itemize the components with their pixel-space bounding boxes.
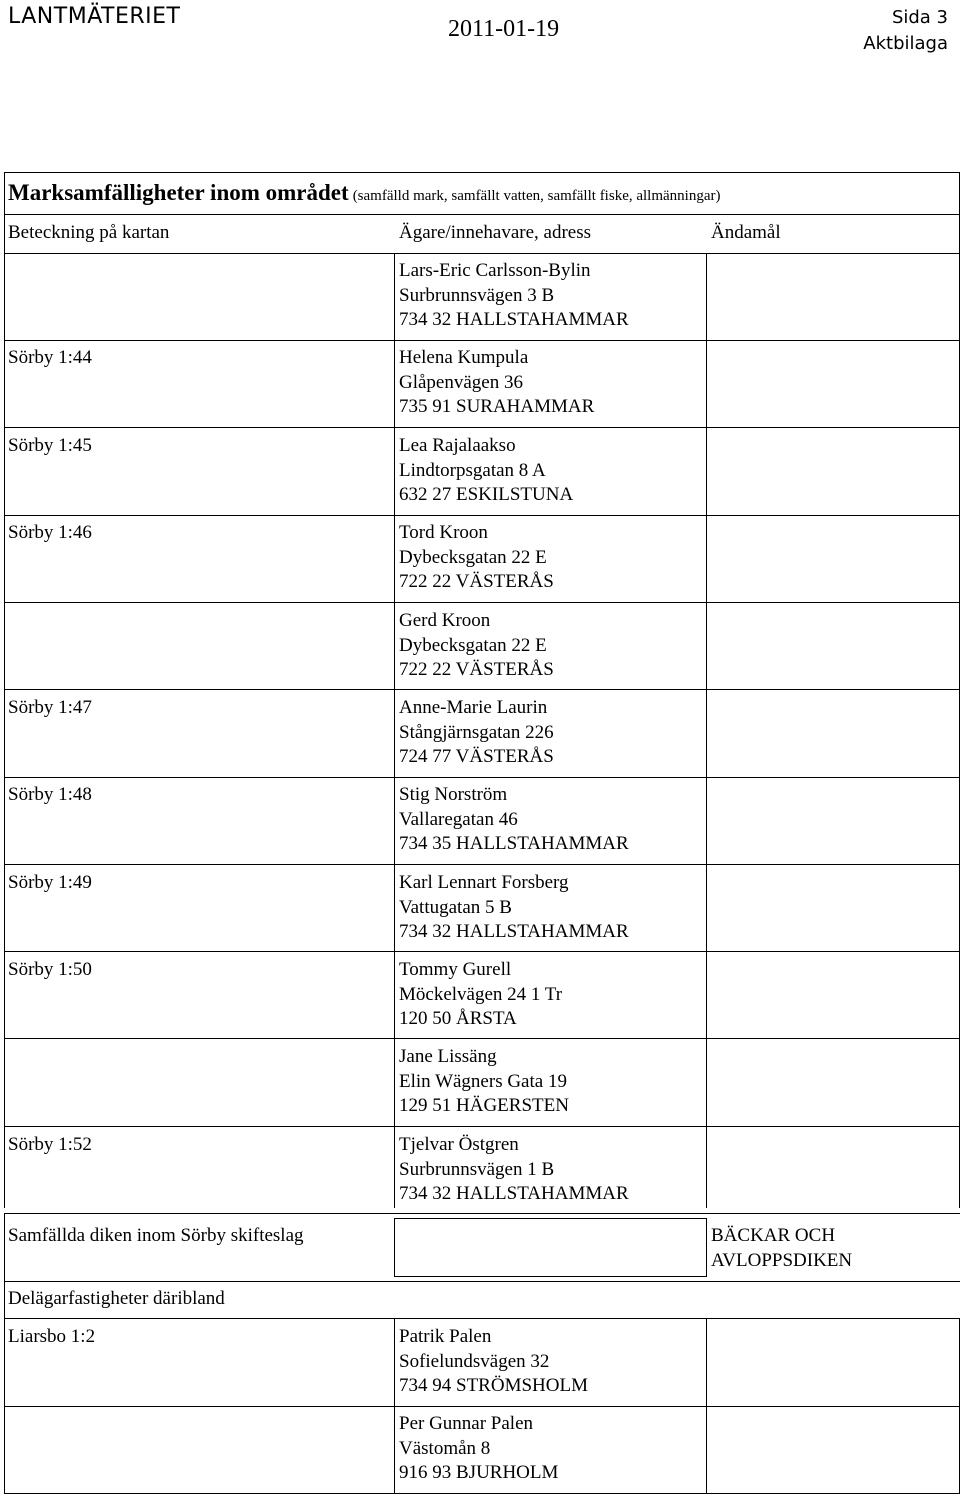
row-designation: Sörby 1:45: [8, 435, 92, 456]
owner-street: Sofielundsvägen 32: [399, 1350, 550, 1372]
row-designation: Sörby 1:46: [8, 522, 92, 543]
row-designation: Sörby 1:44: [8, 347, 92, 368]
ditch-owner-cell-left: [394, 1218, 395, 1276]
owner-address: [399, 521, 554, 595]
owner-street: Vattugatan 5 B: [399, 896, 512, 918]
owner-address: [399, 259, 629, 333]
owner-name: Karl Lennart Forsberg: [399, 872, 569, 893]
owner-address: [399, 783, 629, 857]
owner-postal: 722 22 VÄSTERÅS: [399, 659, 554, 680]
owner-name: Anne-Marie Laurin: [399, 697, 548, 718]
owner-street: Glåpenvägen 36: [399, 371, 523, 393]
owner-postal: 724 77 VÄSTERÅS: [399, 746, 554, 767]
row-sep: [4, 340, 960, 341]
owner-address: [399, 696, 554, 770]
row-sep: [4, 602, 960, 603]
owner-address: [399, 871, 629, 945]
owner-postal: 129 51 HÄGERSTEN: [399, 1095, 569, 1116]
owner-address: [399, 346, 594, 420]
ditch-owner-cell-bottom: [394, 1276, 707, 1277]
row-sep: [4, 1406, 960, 1407]
owner-postal: 916 93 BJURHOLM: [399, 1462, 559, 1483]
owner-address: [399, 1325, 588, 1399]
owner-name: Stig Norström: [399, 784, 508, 805]
owner-street: Dybecksgatan 22 E: [399, 634, 547, 656]
owner-postal: 632 27 ESKILSTUNA: [399, 484, 574, 505]
owner-name: Per Gunnar Palen: [399, 1413, 534, 1434]
row-designation: Sörby 1:49: [8, 872, 92, 893]
owner-postal: 734 32 HALLSTAHAMMAR: [399, 309, 629, 330]
owner-street: Elin Wägners Gata 19: [399, 1070, 567, 1092]
row-designation: Sörby 1:47: [8, 697, 92, 718]
row-sep: [4, 1213, 960, 1214]
column-header-purpose: Ändamål: [711, 222, 781, 243]
section-title-main: Marksamfälligheter inom området: [8, 180, 349, 205]
owner-postal: 120 50 ÅRSTA: [399, 1008, 517, 1029]
owner-postal: 734 35 HALLSTAHAMMAR: [399, 833, 629, 854]
owner-name: Lars-Eric Carlsson-Bylin: [399, 260, 591, 281]
owner-name: Helena Kumpula: [399, 347, 529, 368]
owner-street: Lindtorpsgatan 8 A: [399, 459, 546, 481]
row-designation: Sörby 1:50: [8, 959, 92, 980]
owner-postal: 722 22 VÄSTERÅS: [399, 571, 554, 592]
owner-street: Dybecksgatan 22 E: [399, 546, 547, 568]
owner-postal: 734 32 HALLSTAHAMMAR: [399, 921, 629, 942]
owner-name: Patrik Palen: [399, 1326, 492, 1347]
owner-street: Stångjärnsgatan 226: [399, 721, 554, 743]
owner-address: [399, 1045, 569, 1119]
owner-street: Surbrunnsvägen 3 B: [399, 284, 555, 306]
owner-address: [399, 609, 554, 683]
border-bottom: [4, 1493, 960, 1494]
row-sep: [4, 777, 960, 778]
document-type: Aktbilaga: [863, 33, 948, 54]
border-left: [4, 1213, 5, 1281]
ditch-owner-cell-right: [706, 1218, 707, 1276]
row-sep: [4, 1318, 960, 1319]
owner-street: Möckelvägen 24 1 Tr: [399, 983, 563, 1005]
owner-name: Tommy Gurell: [399, 959, 512, 980]
row-designation: Sörby 1:48: [8, 784, 92, 805]
owner-name: Lea Rajalaakso: [399, 435, 516, 456]
org-name: LANTMÄTERIET: [8, 4, 181, 29]
border-left: [4, 172, 5, 1208]
common-ditches-label: Samfällda diken inom Sörby skifteslag: [8, 1225, 304, 1246]
ditch-owner-cell-top: [394, 1218, 707, 1219]
col-divider-1: [394, 253, 395, 1208]
title-separator: [4, 214, 960, 215]
owner-name: Tjelvar Östgren: [399, 1134, 519, 1155]
row-sep: [4, 515, 960, 516]
column-header-owner: Ägare/innehavare, adress: [399, 222, 592, 243]
row-sep: [4, 951, 960, 952]
document-date: 2011-01-19: [448, 16, 560, 42]
owner-address: [399, 1412, 558, 1486]
row-designation: Sörby 1:52: [8, 1134, 92, 1155]
purpose-line: AVLOPPSDIKEN: [711, 1249, 853, 1271]
section-title: [8, 180, 720, 206]
owner-name: Tord Kroon: [399, 522, 488, 543]
border-top: [4, 172, 960, 173]
col-divider-2: [706, 253, 707, 1208]
owner-street: Surbrunnsvägen 1 B: [399, 1158, 555, 1180]
column-header-designation: Beteckning på kartan: [8, 222, 170, 243]
owner-address: [399, 958, 562, 1032]
owner-postal: 735 91 SURAHAMMAR: [399, 396, 595, 417]
row-sep: [4, 1126, 960, 1127]
border-left: [4, 1281, 5, 1494]
owner-postal: 734 94 STRÖMSHOLM: [399, 1375, 588, 1396]
header-separator: [4, 253, 960, 254]
row-sep: [4, 1281, 960, 1282]
row-sep: [4, 427, 960, 428]
owner-address: [399, 434, 573, 508]
common-ditches-purpose: [711, 1224, 852, 1273]
row-sep: [4, 1038, 960, 1039]
owner-street: Västomån 8: [399, 1437, 491, 1459]
section-title-subtitle: (samfälld mark, samfällt vatten, samfällt fiske, allmänningar): [352, 188, 721, 204]
row-designation: Liarsbo 1:2: [8, 1326, 96, 1347]
owner-address: [399, 1133, 629, 1207]
row-sep: [4, 864, 960, 865]
owner-street: Vallaregatan 46: [399, 808, 518, 830]
row-sep: [4, 689, 960, 690]
owner-name: Gerd Kroon: [399, 610, 491, 631]
owner-postal: 734 32 HALLSTAHAMMAR: [399, 1183, 629, 1204]
purpose-line: BÄCKAR OCH: [711, 1225, 836, 1246]
owner-name: Jane Lissäng: [399, 1046, 497, 1067]
page-info: [863, 5, 948, 57]
page-number: Sida 3: [891, 7, 948, 28]
partner-properties-heading: Delägarfastigheter däribland: [8, 1288, 225, 1309]
